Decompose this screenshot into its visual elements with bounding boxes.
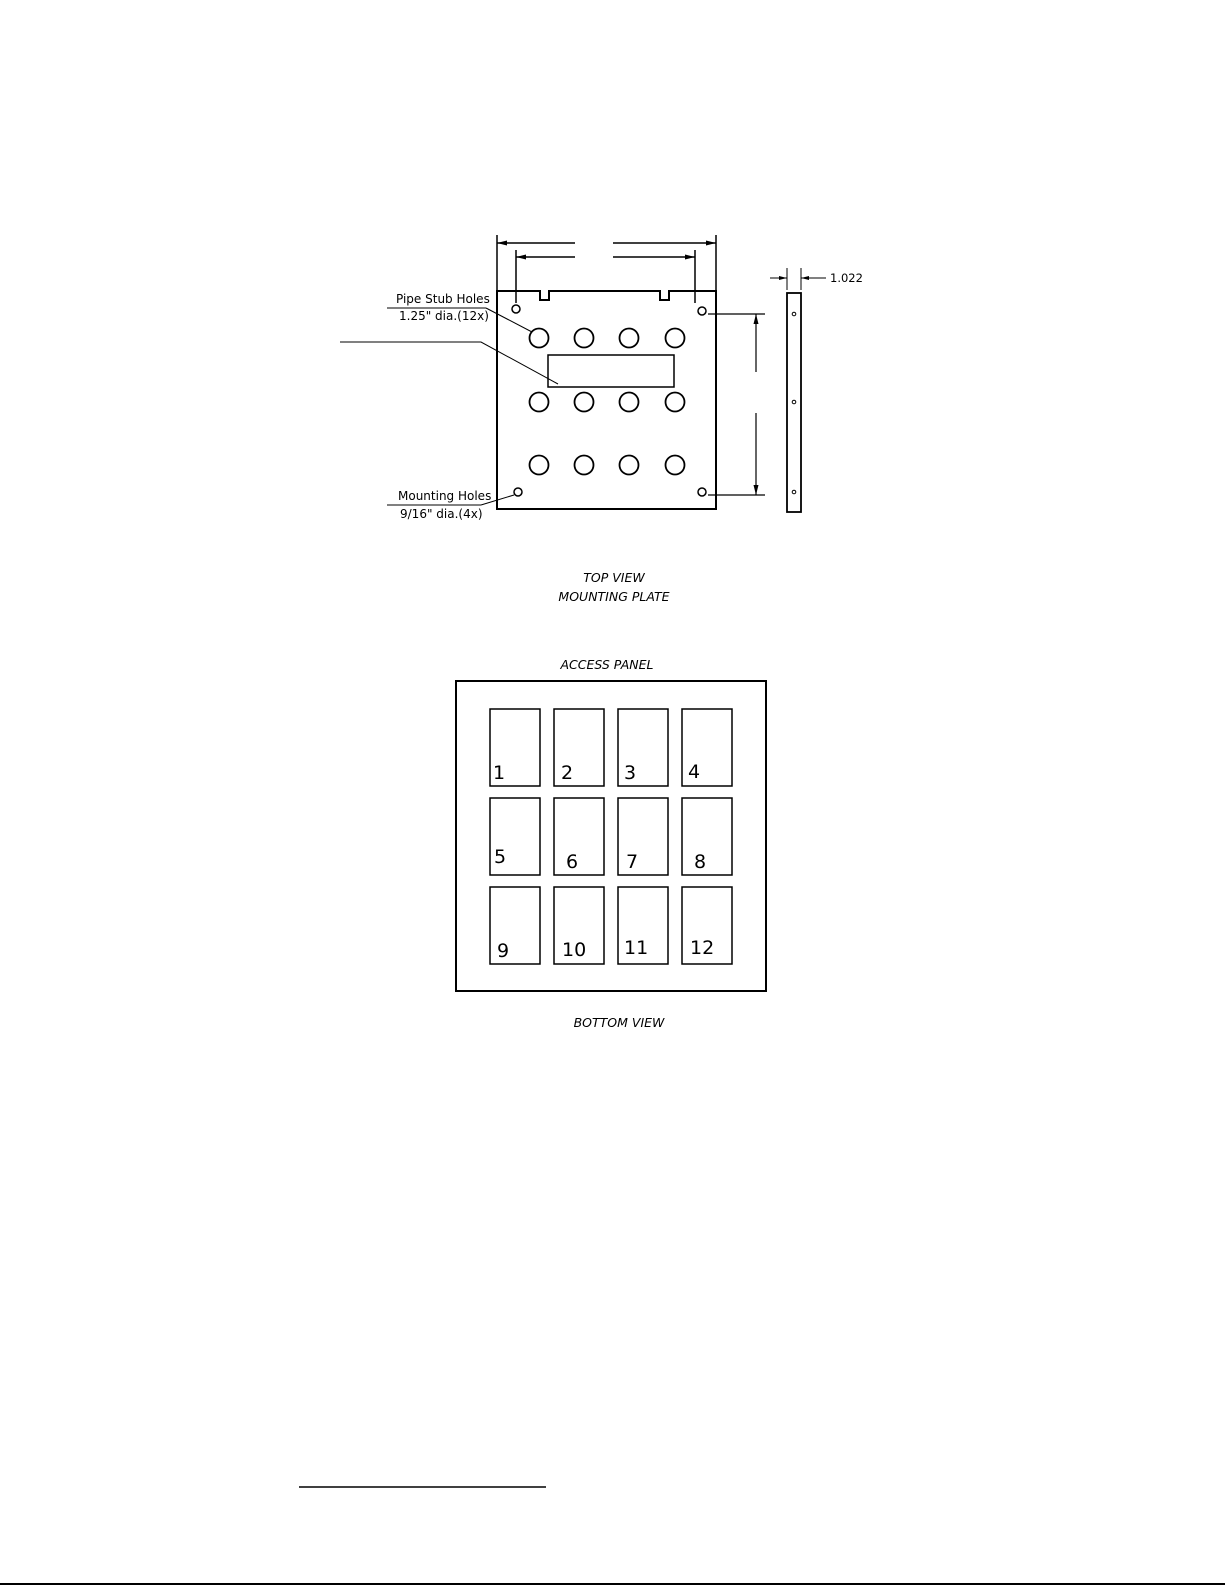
pipe-stub-hole bbox=[620, 329, 639, 348]
access-slot-box bbox=[554, 798, 604, 875]
access-slot bbox=[554, 887, 604, 964]
bottom-view bbox=[456, 657, 766, 1030]
access-panel-title: ACCESS PANEL bbox=[560, 657, 654, 672]
top-view bbox=[340, 235, 863, 604]
access-slot-number: 6 bbox=[566, 851, 579, 873]
access-slot-box bbox=[682, 798, 732, 875]
pipe-stub-hole bbox=[666, 329, 685, 348]
access-slot bbox=[554, 709, 604, 786]
access-slot-number: 7 bbox=[626, 851, 639, 873]
pipe-stub-holes bbox=[530, 329, 685, 475]
access-slot bbox=[682, 887, 732, 964]
pipe-stub-hole bbox=[575, 329, 594, 348]
access-slot bbox=[618, 709, 668, 786]
pipe-stub-hole bbox=[530, 456, 549, 475]
mounting-holes-spec: 9/16" dia.(4x) bbox=[400, 507, 483, 521]
access-slot-number: 3 bbox=[624, 762, 637, 784]
pipe-stub-hole bbox=[620, 393, 639, 412]
access-slot-number: 10 bbox=[562, 939, 587, 961]
access-slot-number: 11 bbox=[624, 937, 649, 959]
cutout-leader-line bbox=[340, 342, 558, 384]
access-slot-number: 9 bbox=[497, 940, 510, 962]
pipe-stub-hole bbox=[666, 393, 685, 412]
access-slot-number: 4 bbox=[688, 761, 701, 783]
access-slot-number: 12 bbox=[690, 937, 715, 959]
access-slot bbox=[490, 798, 540, 875]
mounting-hole bbox=[512, 305, 520, 313]
mounting-plate-caption: MOUNTING PLATE bbox=[558, 589, 670, 604]
access-slot-number: 2 bbox=[561, 762, 574, 784]
pipe-stub-hole bbox=[620, 456, 639, 475]
access-slot bbox=[618, 798, 668, 875]
access-slot bbox=[682, 798, 732, 875]
access-slot bbox=[554, 798, 604, 875]
pipe-stub-hole bbox=[530, 393, 549, 412]
access-slot-number: 5 bbox=[494, 846, 507, 868]
access-slot-number: 1 bbox=[493, 762, 506, 784]
mounting-hole bbox=[698, 488, 706, 496]
access-slot bbox=[490, 887, 540, 964]
pipe-stub-holes-callout bbox=[387, 292, 532, 332]
pipe-stub-hole bbox=[530, 329, 549, 348]
top-view-caption: TOP VIEW bbox=[583, 570, 645, 585]
access-panel-slots bbox=[490, 709, 732, 964]
side-view bbox=[770, 268, 863, 512]
mounting-holes bbox=[512, 305, 706, 496]
access-slot bbox=[618, 887, 668, 964]
access-slot-number: 8 bbox=[694, 851, 707, 873]
pipe-stub-hole bbox=[666, 456, 685, 475]
pipe-stub-holes-label: Pipe Stub Holes bbox=[396, 292, 490, 306]
mounting-hole bbox=[514, 488, 522, 496]
bottom-view-caption: BOTTOM VIEW bbox=[573, 1015, 665, 1030]
mounting-holes-label: Mounting Holes bbox=[398, 489, 492, 503]
access-slot bbox=[490, 709, 540, 786]
rectangular-cutout bbox=[548, 355, 674, 387]
mounting-holes-callout bbox=[387, 489, 514, 521]
pipe-stub-holes-spec: 1.25" dia.(12x) bbox=[399, 309, 489, 323]
access-slot bbox=[682, 709, 732, 786]
pipe-stub-hole bbox=[575, 456, 594, 475]
mounting-hole bbox=[698, 307, 706, 315]
pipe-stub-hole bbox=[575, 393, 594, 412]
thickness-dimension-label: 1.022 bbox=[830, 271, 863, 285]
